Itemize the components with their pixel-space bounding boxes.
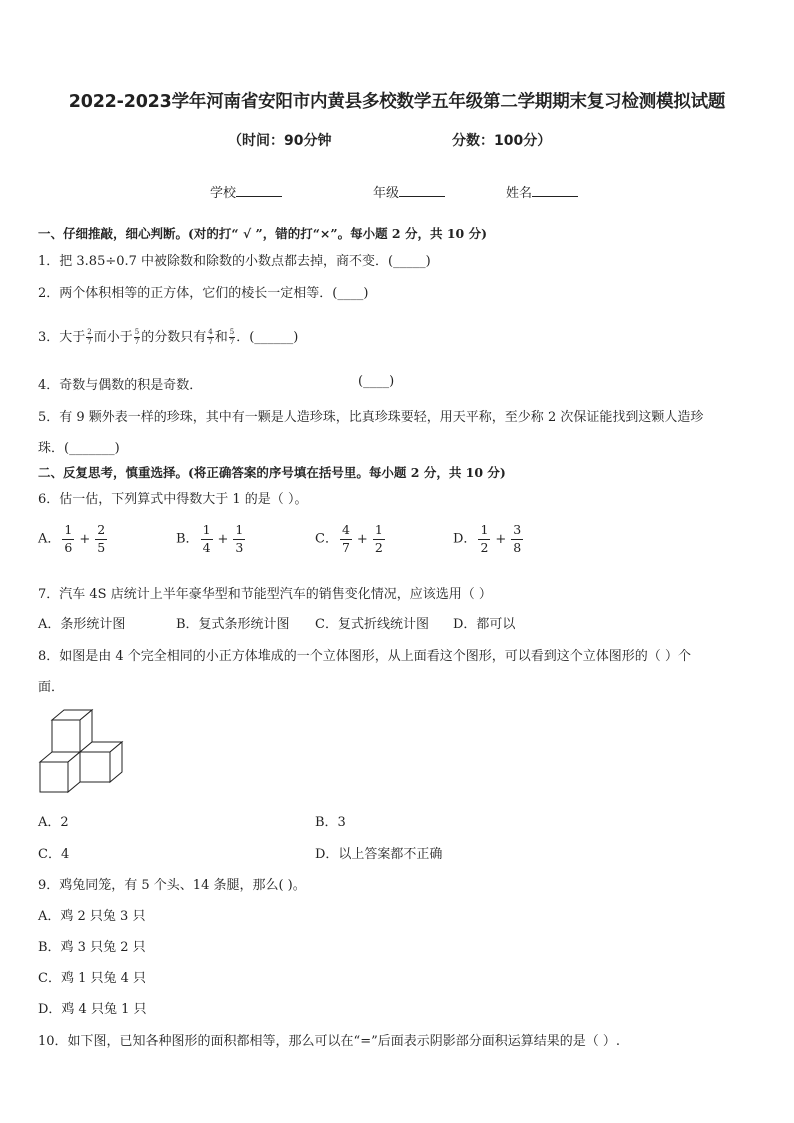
q7-option-b: B．复式条形统计图 — [176, 617, 290, 632]
q6c-frac-2: $\frac{1}{2}$ — [374, 522, 383, 555]
q6-option-b: B． $\frac{1}{4}$ + $\frac{1}{3}$ — [176, 522, 244, 555]
name-field — [506, 182, 578, 201]
q6-option-c: C． $\frac{4}{7}$ + $\frac{1}{2}$ — [315, 522, 383, 555]
q6b-frac-2: $\frac{1}{3}$ — [235, 522, 244, 555]
q6c-frac-1: $\frac{4}{7}$ — [341, 522, 350, 555]
q6-option-a: A． $\frac{1}{6}$ + $\frac{2}{5}$ — [38, 522, 106, 555]
q6b-frac-1: $\frac{1}{4}$ — [202, 522, 211, 555]
q3-fraction-3: $\frac{4}{7}$ — [208, 328, 213, 346]
question-2: 2．两个体积相等的正方体，它们的棱长一定相等．(____) — [38, 286, 369, 301]
school-blank — [236, 184, 282, 197]
q3-text-4: 和 — [214, 330, 228, 345]
q3-text-3: 的分数只有 — [141, 330, 207, 345]
question-4: 4．奇数与偶数的积是奇数． — [38, 378, 203, 393]
question-1: 1．把 3.85÷0.7 中被除数和除数的小数点都去掉，商不变．(_____) — [38, 254, 431, 269]
q3-text-1: 3．大于 — [38, 330, 86, 345]
q9-option-c: C．鸡 1 只兔 4 只 — [38, 971, 147, 986]
question-3 — [38, 326, 298, 346]
q6-option-d: D． $\frac{1}{2}$ + $\frac{3}{8}$ — [453, 522, 522, 555]
q9-option-a: A．鸡 2 只兔 3 只 — [38, 909, 146, 924]
school-field — [210, 182, 282, 201]
name-label: 姓名 — [506, 186, 533, 201]
q7-option-d: D．都可以 — [453, 617, 516, 632]
q7-option-a: A．条形统计图 — [38, 617, 126, 632]
name-blank — [532, 184, 578, 197]
question-10: 10．如下图，已知各种图形的面积都相等，那么可以在“=”后面表示阴影部分面积运算结果的是（ ）. — [38, 1034, 620, 1049]
section1-heading: 一、仔细推敲，细心判断。(对的打“ √ ”，错的打“×”。每小题 2 分，共 10 分) — [38, 226, 487, 241]
question-7: 7．汽车 4S 店统计上半年豪华型和节能型汽车的销售变化情况，应该选用（ ） — [38, 587, 492, 602]
q8-option-a: A．2 — [38, 815, 69, 830]
question-5-line2: 珠．(_______) — [38, 441, 120, 456]
q8-option-c: C．4 — [38, 847, 70, 862]
q3-text-5: ．(______) — [236, 330, 299, 345]
grade-label: 年级 — [373, 186, 400, 201]
q6a-frac-1: $\frac{1}{6}$ — [64, 522, 73, 555]
q3-fraction-2: $\frac{5}{7}$ — [134, 328, 140, 346]
exam-title: 2022-2023学年河南省安阳市内黄县多校数学五年级第二学期期末复习检测模拟试题 — [68, 92, 726, 112]
question-8-line2: 面． — [38, 680, 65, 695]
q6d-frac-1: $\frac{1}{2}$ — [480, 522, 489, 555]
cube-top-front — [52, 720, 80, 752]
question-8-line1: 8．如图是由 4 个完全相同的小正方体堆成的一个立体图形，从上面看这个图形，可以看到这个立体图形的（ ）个 — [38, 649, 691, 664]
cube-left-front — [40, 762, 68, 792]
q6a-frac-2: $\frac{2}{5}$ — [97, 522, 106, 555]
cube-figure — [36, 706, 128, 794]
question-9: 9．鸡兔同笼，有 5 个头、14 条腿，那么( )。 — [38, 878, 306, 893]
q3-fraction-4: $\frac{5}{7}$ — [229, 328, 235, 346]
time-limit: （时间：90分钟 — [228, 133, 332, 149]
question-5-line1: 5．有 9 颗外表一样的珍珠，其中有一颗是人造珍珠，比真珍珠要轻，用天平称，至少称 2 次保证能找到这颗人造珍 — [38, 410, 704, 425]
q3-fraction-1: $\frac{2}{7}$ — [87, 328, 92, 346]
school-label: 学校 — [210, 186, 237, 201]
grade-blank — [399, 184, 445, 197]
q8-option-b: B．3 — [315, 815, 346, 830]
q8-option-d: D．以上答案都不正确 — [315, 847, 443, 862]
q9-option-b: B．鸡 3 只兔 2 只 — [38, 940, 146, 955]
question-4-blank: (____) — [358, 374, 395, 389]
q6d-frac-2: $\frac{3}{8}$ — [513, 522, 522, 555]
q7-option-c: C．复式折线统计图 — [315, 617, 429, 632]
section2-heading: 二、反复思考，慎重选择。(将正确答案的序号填在括号里。每小题 2 分，共 10 分) — [38, 465, 506, 480]
question-6: 6．估一估，下列算式中得数大于 1 的是（ ）。 — [38, 492, 308, 507]
grade-field — [373, 182, 445, 201]
q9-option-d: D．鸡 4 只兔 1 只 — [38, 1002, 147, 1017]
q3-text-2: 而小于 — [93, 330, 133, 345]
total-score: 分数：100分） — [452, 133, 552, 149]
cube-right-front — [80, 752, 110, 782]
